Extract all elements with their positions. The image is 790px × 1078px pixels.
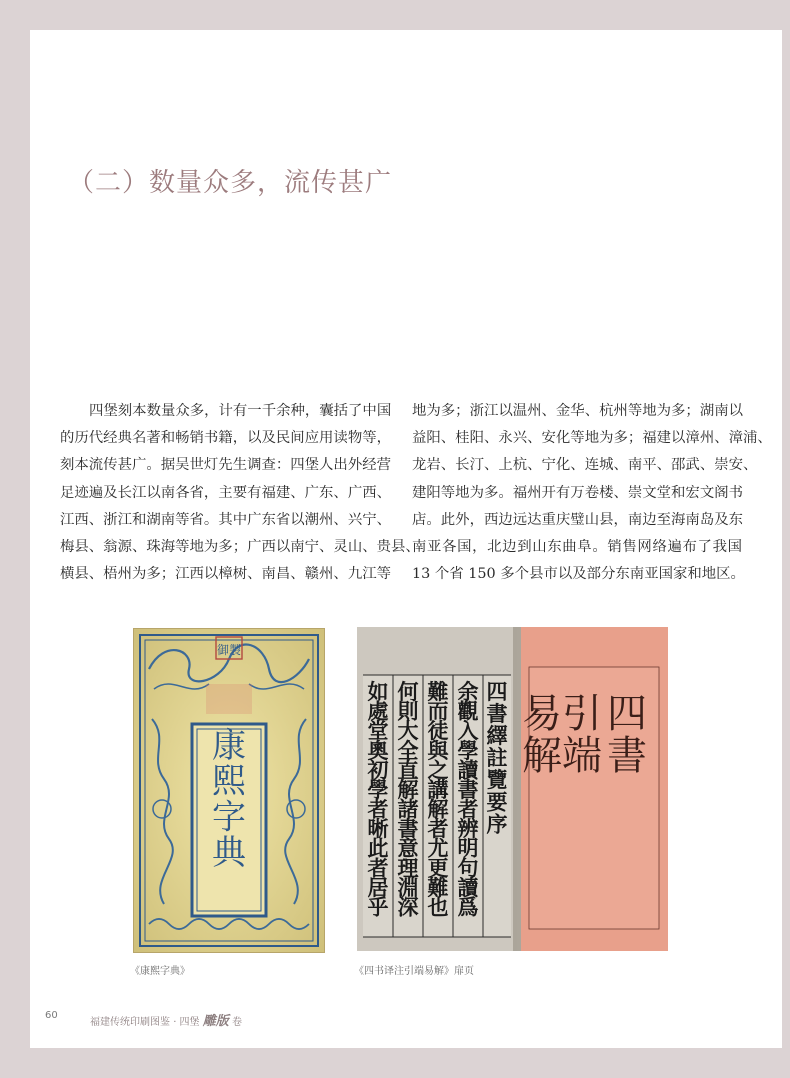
right-page-title: 引端 — [562, 691, 602, 779]
sishu-title-page-photo — [357, 627, 668, 951]
left-page-column: 余觀入學讀書者辨明句讀爲 — [457, 679, 479, 920]
right-page-title: 易解 — [522, 691, 562, 779]
left-page-column: 四書繹註覽要序 — [486, 679, 508, 837]
body-line: 13 个省 150 多个县市以及部分东南亚国家和地区。 — [412, 566, 745, 583]
figure2-caption: 《四书译注引端易解》扉页 — [354, 966, 474, 977]
body-line: 益阳、桂阳、永兴、安化等地为多；福建以漳州、漳浦、 — [412, 430, 772, 447]
body-line: 建阳等地为多。福州开有万卷楼、崇文堂和宏文阁书 — [412, 484, 743, 501]
body-line: 刻本流传甚广。据吴世灯先生调查：四堡人出外经营 — [60, 457, 391, 474]
body-line: 四堡刻本数量众多，计有一千余种，囊括了中国 — [89, 403, 392, 419]
body-line: 横县、梧州为多；江西以樟树、南昌、赣州、九江等 — [60, 566, 391, 583]
running-title-bold: 雕版 — [202, 1014, 229, 1029]
body-line: 的历代经典名著和畅销书籍，以及民间应用读物等， — [60, 430, 391, 447]
section-heading: （二）数量众多，流传甚广 — [68, 168, 393, 198]
running-title-suffix: 卷 — [231, 1017, 242, 1028]
left-page-column: 難而徒與之講解者尤更難也 — [427, 679, 449, 920]
running-title — [90, 1010, 242, 1029]
sishu-spread-illustration — [357, 627, 668, 951]
body-line: 江西、浙江和湖南等省。其中广东省以潮州、兴宁、 — [60, 511, 391, 528]
body-line: 店。此外，西边远达重庆璧山县，南边至海南岛及东 — [412, 511, 743, 528]
running-title-main: 福建传统印刷图鉴 — [90, 1017, 170, 1028]
page — [30, 30, 782, 1048]
figure1-caption: 《康熙字典》 — [130, 966, 190, 977]
right-page-title: 四書 — [607, 691, 647, 779]
seal-text: 御製 — [216, 643, 242, 657]
kangxi-cover-illustration — [134, 629, 324, 952]
body-line: 梅县、翁源、珠海等地为多；广西以南宁、灵山、贵县、 — [60, 539, 420, 556]
body-column-right — [412, 398, 772, 588]
body-line: 地为多；浙江以温州、金华、杭州等地为多；湖南以 — [412, 403, 743, 419]
book-title-vertical: 康熙字典 — [212, 726, 246, 874]
kangxi-dictionary-photo — [133, 628, 325, 953]
body-column-left — [60, 398, 420, 588]
body-line: 龙岩、长汀、上杭、宁化、连城、南平、邵武、崇安、 — [412, 457, 758, 474]
running-title-prefix: · 四堡 — [173, 1017, 200, 1028]
body-line: 南亚各国，北边到山东曲阜。销售网络遍布了我国 — [412, 539, 742, 556]
page-number: 60 — [45, 1010, 58, 1021]
body-line: 足迹遍及长江以南各省，主要有福建、广东、广西、 — [60, 484, 391, 501]
left-page-column: 何則大全直解諸書意理淵深 — [397, 679, 419, 920]
left-page-column: 如處堂奧初學者晰此者居乎 — [367, 679, 389, 920]
